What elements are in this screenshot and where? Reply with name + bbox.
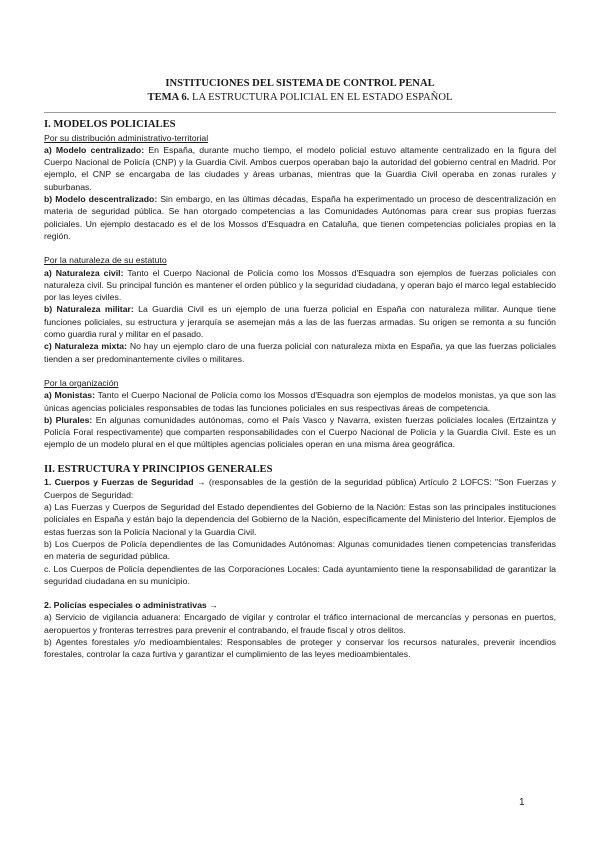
item-naturaleza-mixta <box>44 340 556 365</box>
item-text: Tanto el Cuerpo Nacional de Policía como los Mossos d'Esquadra son ejemplos de modelos monistas, ya que son las únicas agencias policiales responsables de todas las funciones policiales en sus respectivas áreas de competencia. <box>44 390 557 413</box>
list-item: b) Agentes forestales y/o medioambientales: Responsables de proteger y conservar los recursos naturales, prevenir incendios forestales, controlar la caza furtiva y garantizar el cumplimiento de las leyes medioambientales. <box>44 637 556 660</box>
block-policias-especiales <box>44 599 556 611</box>
item-label: a) Modelo centralizado: <box>44 144 145 155</box>
item-text: En España, durante mucho tiempo, el modelo policial estuvo altamente centralizado en la figura del Cuerpo Nacional de Policía (CNP) y la Guardia Civil. Ambos cuerpos operaban bajo la autoridad del gobierno central en Madrid. Por ejemplo, el CNP se encargaba de las ciudades y áreas urbanas, mientras que la Guardia Civil operaba en zonas rurales y suburbanas. <box>44 144 556 192</box>
group-heading-distribucion: Por su distribución administrativo-territorial <box>44 132 209 143</box>
document-subtitle <box>44 91 556 105</box>
section-heading-modelos: I. MODELOS POLICIALES <box>44 118 176 130</box>
header-divider <box>44 112 556 113</box>
item-naturaleza-militar <box>44 303 556 340</box>
item-text: En algunas comunidades autónomas, como el País Vasco y Navarra, existen fuerzas policiales locales (Ertzaintza y Policía Foral respectivamente) que comparten responsabilidades con el Cuerpo Nacional de Policía y la Guardia Civil. Este es un ejemplo de un modelo plural en el que múltiples agencias policiales operan en una misma área geográfica. <box>44 414 556 450</box>
group-heading-naturaleza: Por la naturaleza de su estatuto <box>44 255 167 266</box>
item-label: a) Naturaleza civil: <box>44 267 124 278</box>
item-label: b) Modelo descentralizado: <box>44 194 158 205</box>
page-number: 1 <box>519 797 525 808</box>
list-item: c. Los Cuerpos de Policía dependientes de las Corporaciones Locales: Cada ayuntamiento tiene la responsabilidad de garantizar la seguridad ciudadana en su municipio. <box>44 563 556 586</box>
item-label: b) Plurales: <box>44 414 93 425</box>
item-text: Tanto el Cuerpo Nacional de Policía como los Mossos d'Esquadra son ejemplos de fuerzas policiales con naturaleza civil. Su principal función es mantener el orden público y la seguridad ciudadana, y operan bajo el marco legal establecido por las leyes civiles. <box>44 267 556 303</box>
block-cuerpos-fuerzas <box>44 476 556 501</box>
list-item: a) Servicio de vigilancia aduanera: Encargado de vigilar y controlar el tráfico internacional de mercancías y personas en puertos, aeropuertos y fronteras terrestres para prevenir el contrabando, el fraude fiscal y otros delitos. <box>44 612 556 635</box>
block-label: 2. Policías especiales o administrativas → <box>44 600 218 611</box>
item-modelo-centralizado <box>44 144 556 193</box>
item-naturaleza-civil <box>44 267 556 304</box>
item-monistas <box>44 389 556 414</box>
list-item: a) Las Fuerzas y Cuerpos de Seguridad del Estado dependientes del Gobierno de la Nación: Estas son las principales instituciones policiales en España y están bajo la dependencia del Gobierno de la Nación, específicamente del Ministerio del Interior. Ejemplos de estas fuerzas son la Policía Nacional y la Guardia Civil. <box>44 502 556 537</box>
block-label: 1. Cuerpos y Fuerzas de Seguridad <box>44 477 194 488</box>
item-text: La Guardia Civil es un ejemplo de una fuerza policial en España con naturaleza militar. Aunque tiene funciones policiales, su estructura y jerarquía se asemejan más a las de las fuerzas armadas. Su origen se remonta a su función como guardia rural y militar en el pasado. <box>44 304 556 340</box>
document-title: INSTITUCIONES DEL SISTEMA DE CONTROL PENAL <box>165 78 435 89</box>
document-page <box>44 0 556 661</box>
item-label: a) Monistas: <box>44 390 96 401</box>
item-plurales <box>44 414 556 451</box>
item-label: b) Naturaleza militar: <box>44 304 134 315</box>
topic-title: LA ESTRUCTURA POLICIAL EN EL ESTADO ESPAÑOL <box>191 92 453 104</box>
item-text: No hay un ejemplo claro de una fuerza policial con naturaleza mixta en España, ya que las fuerzas policiales tienden a ser predominantemente civiles o militares. <box>44 341 556 364</box>
section-heading-estructura: II. ESTRUCTURA Y PRINCIPIOS GENERALES <box>44 463 273 475</box>
group-heading-organizacion: Por la organización <box>44 377 119 388</box>
topic-number: TEMA 6. <box>147 92 190 104</box>
block-text: → (responsables de la gestión de la seguridad pública) Artículo 2 LOFCS: "Son Fuerzas y Cuerpos de Seguridad: <box>44 477 556 500</box>
item-modelo-descentralizado <box>44 193 556 242</box>
item-text: Sin embargo, en las últimas décadas, España ha experimentado un proceso de descentralización en materia de seguridad pública. Se han otorgado competencias a las Comunidades Autónomas para crear sus propias fuerzas policiales. Un ejemplo destacado es el de los Mossos d'Esquadra en Cataluña, que tienen competencias policiales propias en la región. <box>44 194 556 241</box>
item-label: c) Naturaleza mixta: <box>44 341 127 352</box>
list-item: b) Los Cuerpos de Policía dependientes de las Comunidades Autónomas: Algunas comunidades tienen competencias transferidas en materia de seguridad pública. <box>44 538 556 562</box>
